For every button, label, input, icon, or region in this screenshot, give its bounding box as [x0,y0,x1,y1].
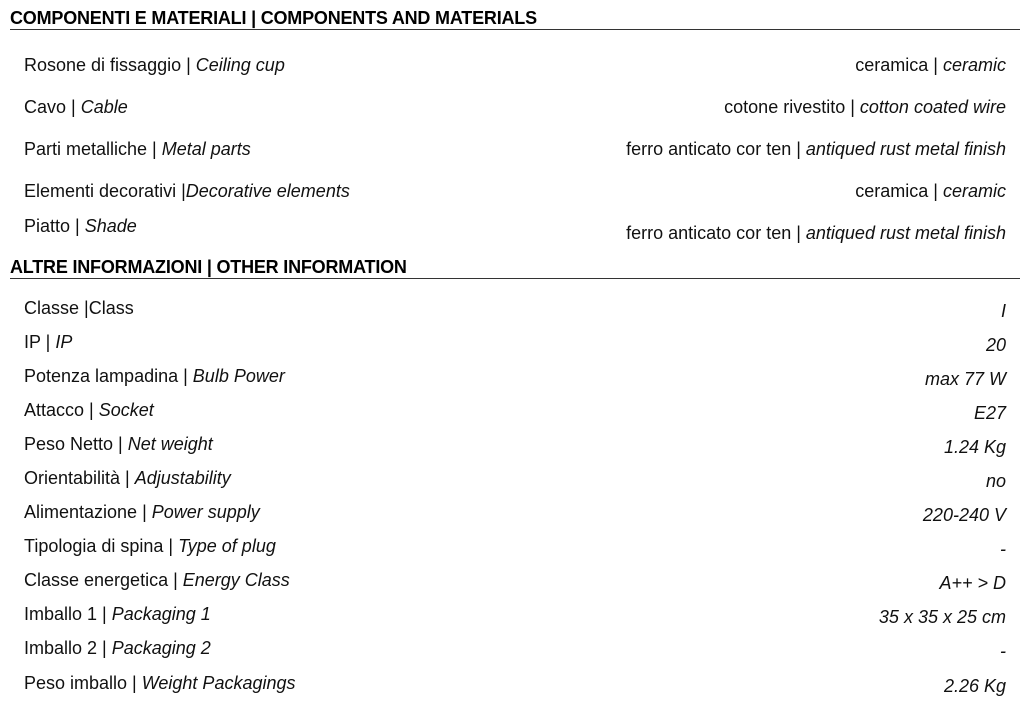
info-value: 2.26 Kg [943,676,1006,696]
component-value-it: cotone rivestito | [724,97,860,117]
info-label [24,468,231,489]
component-value-it: ceramica | [855,181,943,201]
info-value: 35 x 35 x 25 cm [878,607,1006,627]
info-value: 220-240 V [922,505,1006,525]
info-label-en: Type of plug [178,536,276,556]
component-row [24,216,1006,243]
info-label-en: Weight Packagings [141,673,296,693]
component-label [24,55,285,76]
component-row [24,97,1006,121]
info-label [24,400,154,421]
info-label-it: Imballo 2 | [24,638,112,658]
info-value: 20 [985,335,1006,355]
component-value [855,55,1006,76]
info-label-en: Adjustability [134,468,231,488]
components-section-title: COMPONENTI E MATERIALI | COMPONENTS AND MATERIALS [10,8,537,28]
component-value-en: ceramic [942,55,1006,75]
info-label-it: Potenza lampadina | [24,366,193,386]
info-row [24,502,1006,526]
component-value-it: ferro anticato cor ten | [626,223,806,243]
component-row [24,139,1006,163]
info-label [24,434,213,455]
component-value [626,139,1006,160]
info-value: max 77 W [924,369,1006,389]
component-label [24,139,251,160]
other-section-title: ALTRE INFORMAZIONI | OTHER INFORMATION [10,257,407,277]
info-label-it: Classe | [24,298,89,318]
info-value: A++ > D [939,573,1006,593]
info-label [24,332,72,353]
info-label-en: Power supply [151,502,260,522]
component-label-en: Decorative elements [185,181,350,201]
info-row [24,298,1006,322]
info-label-it: Attacco | [24,400,99,420]
component-row [24,55,1006,79]
info-row [24,468,1006,492]
component-value-it: ceramica | [855,55,943,75]
component-label-it: Elementi decorativi | [24,181,186,201]
info-label-it: Peso Netto | [24,434,128,454]
info-label-en: Net weight [127,434,213,454]
info-label [24,570,290,591]
info-label-it: Tipologia di spina | [24,536,179,556]
info-value: no [985,471,1006,491]
info-value: I [1000,301,1006,321]
component-label-en: Ceiling cup [195,55,285,75]
info-label-en: Socket [98,400,154,420]
info-label-it: Peso imballo | [24,673,142,693]
info-label-it: IP | [24,332,56,352]
info-value: - [1000,539,1006,559]
info-label-en: Packaging 2 [111,638,211,658]
info-label [24,502,260,523]
info-row [24,366,1006,390]
info-label-en: Bulb Power [192,366,285,386]
other-divider [10,278,1020,279]
info-label-en: Class [88,298,134,318]
component-label-it: Parti metalliche | [24,139,162,159]
component-label-en: Shade [84,216,137,236]
info-label-en: Packaging 1 [111,604,211,624]
component-value-en: antiqued rust metal finish [805,223,1006,243]
info-row [24,673,1006,697]
component-label-en: Cable [80,97,128,117]
component-value-en: ceramic [942,181,1006,201]
component-label [24,181,350,202]
components-divider [10,29,1020,30]
info-label [24,638,211,659]
info-row [24,536,1006,560]
component-label-it: Rosone di fissaggio | [24,55,196,75]
info-label-en: IP [55,332,73,352]
component-label-it: Piatto | [24,216,85,236]
component-value-en: antiqued rust metal finish [805,139,1006,159]
info-label [24,298,134,319]
component-label [24,97,128,118]
info-value: - [1000,641,1006,661]
component-label-en: Metal parts [161,139,251,159]
info-label-it: Imballo 1 | [24,604,112,624]
component-value [626,223,1006,244]
info-label-it: Orientabilità | [24,468,135,488]
info-label [24,604,211,625]
info-label [24,366,285,387]
info-label-it: Classe energetica | [24,570,183,590]
info-row [24,638,1006,662]
component-label [24,216,137,237]
component-label-it: Cavo | [24,97,81,117]
info-row [24,400,1006,424]
info-label [24,673,296,694]
component-value-it: ferro anticato cor ten | [626,139,806,159]
info-row [24,570,1006,594]
info-label-it: Alimentazione | [24,502,152,522]
info-value: 1.24 Kg [943,437,1006,457]
info-label-en: Energy Class [182,570,290,590]
component-value [855,181,1006,202]
info-row [24,332,1006,356]
info-label [24,536,276,557]
component-row [24,181,1006,205]
info-value: E27 [973,403,1006,423]
component-value [724,97,1006,118]
info-row [24,604,1006,628]
info-row [24,434,1006,458]
component-value-en: cotton coated wire [859,97,1006,117]
